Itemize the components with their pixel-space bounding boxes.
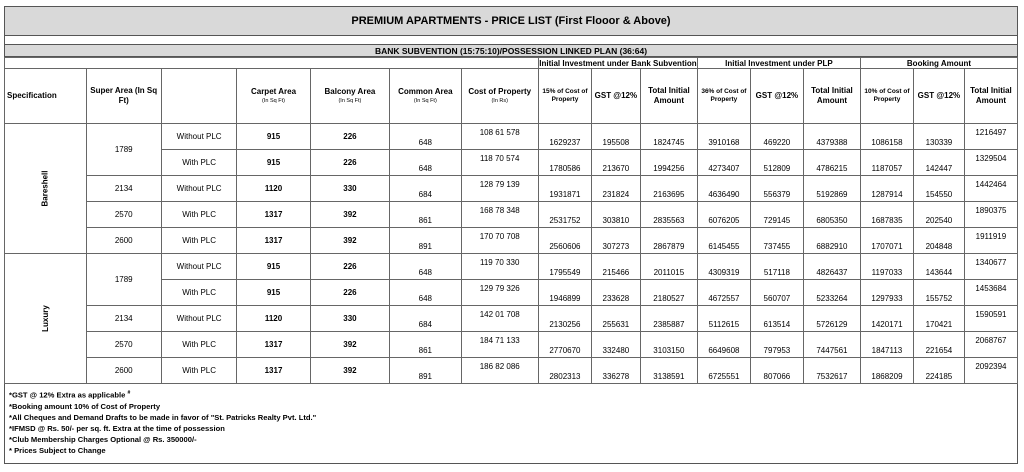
plp-pct-cell: 3910168 xyxy=(697,124,750,150)
cost-cell: 108 61 578 xyxy=(461,124,538,150)
plp-total-cell: 7447561 xyxy=(803,332,860,358)
book-total-cell: 2092394 xyxy=(964,358,1017,384)
note-prices: * Prices Subject to Change xyxy=(9,445,106,455)
book-total-cell: 1329504 xyxy=(964,150,1017,176)
plp-total-cell: 4826437 xyxy=(803,254,860,280)
carpet-area-cell: 915 xyxy=(237,124,310,150)
header-book-gst: GST @12% xyxy=(913,69,964,124)
group-plp: Initial Investment under PLP xyxy=(697,58,860,69)
book-pct-cell: 1187057 xyxy=(860,150,913,176)
bank-pct-cell: 1946899 xyxy=(538,280,591,306)
bank-pct-cell: 1780586 xyxy=(538,150,591,176)
book-pct-cell: 1687835 xyxy=(860,202,913,228)
bank-total-cell: 3103150 xyxy=(640,332,697,358)
bank-gst-cell: 195508 xyxy=(591,124,640,150)
bank-total-cell: 2385887 xyxy=(640,306,697,332)
book-gst-cell: 224185 xyxy=(913,358,964,384)
specification-cell xyxy=(5,254,87,384)
common-area-cell: 861 xyxy=(390,202,461,228)
specification-label: Luxury xyxy=(40,305,50,332)
plp-gst-cell: 613514 xyxy=(750,306,803,332)
bank-gst-cell: 233628 xyxy=(591,280,640,306)
plc-cell: With PLC xyxy=(161,332,236,358)
balcony-area-cell: 392 xyxy=(310,228,389,254)
note-gst: *GST @ 12% Extra as applicable # xyxy=(9,390,131,400)
balcony-area-cell: 226 xyxy=(310,254,389,280)
book-pct-cell: 1847113 xyxy=(860,332,913,358)
table-row xyxy=(5,358,1018,384)
bank-pct-cell: 2531752 xyxy=(538,202,591,228)
plc-cell: With PLC xyxy=(161,150,236,176)
cost-cell: 118 70 574 xyxy=(461,150,538,176)
super-area-cell: 2600 xyxy=(86,228,161,254)
book-total-cell: 1890375 xyxy=(964,202,1017,228)
cost-cell: 119 70 330 xyxy=(461,254,538,280)
bank-total-cell: 1824745 xyxy=(640,124,697,150)
bank-total-cell: 2867879 xyxy=(640,228,697,254)
balcony-area-cell: 226 xyxy=(310,124,389,150)
plc-cell: Without PLC xyxy=(161,254,236,280)
super-area-cell: 2134 xyxy=(86,176,161,202)
plp-gst-cell: 797953 xyxy=(750,332,803,358)
column-header-row xyxy=(5,69,1018,124)
header-plp-total: Total Initial Amount xyxy=(803,69,860,124)
book-total-cell: 1453684 xyxy=(964,280,1017,306)
super-area-cell: 2570 xyxy=(86,202,161,228)
header-specification: Specification xyxy=(5,69,87,124)
specification-label: Bareshell xyxy=(40,170,50,207)
bank-gst-cell: 307273 xyxy=(591,228,640,254)
header-book-total: Total Initial Amount xyxy=(964,69,1017,124)
book-total-cell: 1442464 xyxy=(964,176,1017,202)
plp-total-cell: 5726129 xyxy=(803,306,860,332)
specification-cell xyxy=(5,124,87,254)
plp-total-cell: 4786215 xyxy=(803,150,860,176)
carpet-area-cell: 915 xyxy=(237,150,310,176)
note-club: *Club Membership Charges Optional @ Rs. 350000/- xyxy=(9,434,197,444)
price-list-sheet xyxy=(4,6,1018,464)
balcony-area-cell: 392 xyxy=(310,202,389,228)
bank-gst-cell: 336278 xyxy=(591,358,640,384)
plp-gst-cell: 512809 xyxy=(750,150,803,176)
bank-total-cell: 2180527 xyxy=(640,280,697,306)
header-bank-pct: 15% of Cost of Property xyxy=(538,69,591,124)
bank-total-cell: 2163695 xyxy=(640,176,697,202)
super-area-cell: 2134 xyxy=(86,306,161,332)
bank-pct-cell: 1931871 xyxy=(538,176,591,202)
bank-gst-cell: 332480 xyxy=(591,332,640,358)
bank-pct-cell: 1629237 xyxy=(538,124,591,150)
plp-total-cell: 5192869 xyxy=(803,176,860,202)
plp-gst-cell: 737455 xyxy=(750,228,803,254)
table-row xyxy=(5,254,1018,280)
header-bank-gst: GST @12% xyxy=(591,69,640,124)
plp-pct-cell: 6076205 xyxy=(697,202,750,228)
plp-total-cell: 7532617 xyxy=(803,358,860,384)
page-title: PREMIUM APARTMENTS - PRICE LIST (First Flooor & Above) xyxy=(4,6,1018,36)
common-area-cell: 861 xyxy=(390,332,461,358)
bank-gst-cell: 231824 xyxy=(591,176,640,202)
plp-gst-cell: 517118 xyxy=(750,254,803,280)
header-cost: Cost of Property (In Rs) xyxy=(461,69,538,124)
book-pct-cell: 1297933 xyxy=(860,280,913,306)
plp-gst-cell: 560707 xyxy=(750,280,803,306)
bank-total-cell: 2011015 xyxy=(640,254,697,280)
plp-pct-cell: 6145455 xyxy=(697,228,750,254)
plp-pct-cell: 4636490 xyxy=(697,176,750,202)
plp-total-cell: 4379388 xyxy=(803,124,860,150)
plp-gst-cell: 807066 xyxy=(750,358,803,384)
super-area-cell: 1789 xyxy=(86,124,161,176)
plp-gst-cell: 729145 xyxy=(750,202,803,228)
plp-total-cell: 5233264 xyxy=(803,280,860,306)
plp-pct-cell: 6649608 xyxy=(697,332,750,358)
book-pct-cell: 1868209 xyxy=(860,358,913,384)
table-row xyxy=(5,332,1018,358)
plc-cell: With PLC xyxy=(161,228,236,254)
balcony-area-cell: 330 xyxy=(310,176,389,202)
balcony-area-cell: 392 xyxy=(310,332,389,358)
balcony-area-cell: 330 xyxy=(310,306,389,332)
note-cheques: *All Cheques and Demand Drafts to be made in favor of "St. Patricks Realty Pvt. Ltd." xyxy=(9,412,317,422)
note-mark: # xyxy=(127,390,131,396)
plc-cell: Without PLC xyxy=(161,124,236,150)
book-gst-cell: 170421 xyxy=(913,306,964,332)
book-pct-cell: 1707071 xyxy=(860,228,913,254)
bank-gst-cell: 213670 xyxy=(591,150,640,176)
book-total-cell: 1216497 xyxy=(964,124,1017,150)
plc-cell: With PLC xyxy=(161,280,236,306)
super-area-cell: 2570 xyxy=(86,332,161,358)
cost-cell: 168 78 348 xyxy=(461,202,538,228)
plp-gst-cell: 556379 xyxy=(750,176,803,202)
plp-total-cell: 6882910 xyxy=(803,228,860,254)
cost-cell: 186 82 086 xyxy=(461,358,538,384)
carpet-area-cell: 1317 xyxy=(237,202,310,228)
carpet-area-cell: 915 xyxy=(237,280,310,306)
plc-cell: Without PLC xyxy=(161,306,236,332)
bank-pct-cell: 2802313 xyxy=(538,358,591,384)
bank-pct-cell: 2130256 xyxy=(538,306,591,332)
book-total-cell: 2068767 xyxy=(964,332,1017,358)
book-total-cell: 1911919 xyxy=(964,228,1017,254)
plp-pct-cell: 5112615 xyxy=(697,306,750,332)
header-plp-gst: GST @12% xyxy=(750,69,803,124)
carpet-area-cell: 1120 xyxy=(237,176,310,202)
book-gst-cell: 130339 xyxy=(913,124,964,150)
table-row xyxy=(5,306,1018,332)
bank-pct-cell: 2770670 xyxy=(538,332,591,358)
cost-cell: 142 01 708 xyxy=(461,306,538,332)
book-pct-cell: 1420171 xyxy=(860,306,913,332)
plc-cell: With PLC xyxy=(161,202,236,228)
book-gst-cell: 221654 xyxy=(913,332,964,358)
balcony-area-cell: 226 xyxy=(310,150,389,176)
super-area-cell: 2600 xyxy=(86,358,161,384)
header-common-area: Common Area (In Sq Ft) xyxy=(390,69,461,124)
common-area-cell: 684 xyxy=(390,306,461,332)
book-gst-cell: 204848 xyxy=(913,228,964,254)
book-gst-cell: 155752 xyxy=(913,280,964,306)
book-pct-cell: 1197033 xyxy=(860,254,913,280)
carpet-area-cell: 1317 xyxy=(237,332,310,358)
bank-pct-cell: 2560606 xyxy=(538,228,591,254)
book-gst-cell: 154550 xyxy=(913,176,964,202)
bank-gst-cell: 215466 xyxy=(591,254,640,280)
note-booking: *Booking amount 10% of Cost of Property xyxy=(9,401,161,411)
balcony-area-cell: 392 xyxy=(310,358,389,384)
plp-pct-cell: 4273407 xyxy=(697,150,750,176)
table-body xyxy=(5,124,1018,384)
bank-total-cell: 2835563 xyxy=(640,202,697,228)
cost-cell: 128 79 139 xyxy=(461,176,538,202)
notes xyxy=(4,384,1018,464)
carpet-area-cell: 1317 xyxy=(237,358,310,384)
plan-title: BANK SUBVENTION (15:75:10)/POSSESSION LINKED PLAN (36:64) xyxy=(4,44,1018,57)
plp-pct-cell: 6725551 xyxy=(697,358,750,384)
group-header-row xyxy=(5,58,1018,69)
super-area-cell: 1789 xyxy=(86,254,161,306)
bank-pct-cell: 1795549 xyxy=(538,254,591,280)
group-booking: Booking Amount xyxy=(860,58,1017,69)
header-plp-pct: 36% of Cost of Property xyxy=(697,69,750,124)
book-total-cell: 1590591 xyxy=(964,306,1017,332)
common-area-cell: 684 xyxy=(390,176,461,202)
cost-cell: 129 79 326 xyxy=(461,280,538,306)
header-balcony-area: Balcony Area (In Sq Ft) xyxy=(310,69,389,124)
cost-cell: 184 71 133 xyxy=(461,332,538,358)
header-book-pct: 10% of Cost of Property xyxy=(860,69,913,124)
common-area-cell: 891 xyxy=(390,228,461,254)
book-pct-cell: 1287914 xyxy=(860,176,913,202)
plp-pct-cell: 4309319 xyxy=(697,254,750,280)
plp-pct-cell: 4672557 xyxy=(697,280,750,306)
common-area-cell: 891 xyxy=(390,358,461,384)
book-gst-cell: 142447 xyxy=(913,150,964,176)
book-pct-cell: 1086158 xyxy=(860,124,913,150)
book-total-cell: 1340677 xyxy=(964,254,1017,280)
bank-total-cell: 3138591 xyxy=(640,358,697,384)
header-carpet-area: Carpet Area (In Sq Ft) xyxy=(237,69,310,124)
group-bank-subvention: Initial Investment under Bank Subvention xyxy=(539,58,697,68)
book-gst-cell: 143644 xyxy=(913,254,964,280)
carpet-area-cell: 1317 xyxy=(237,228,310,254)
group-blank xyxy=(5,58,539,69)
bank-gst-cell: 303810 xyxy=(591,202,640,228)
table-row xyxy=(5,124,1018,150)
carpet-area-cell: 1120 xyxy=(237,306,310,332)
plc-cell: With PLC xyxy=(161,358,236,384)
bank-gst-cell: 255631 xyxy=(591,306,640,332)
note-ifmsd: *IFMSD @ Rs. 50/- per sq. ft. Extra at the time of possession xyxy=(9,423,225,433)
common-area-cell: 648 xyxy=(390,150,461,176)
table-row xyxy=(5,228,1018,254)
bank-total-cell: 1994256 xyxy=(640,150,697,176)
plp-total-cell: 6805350 xyxy=(803,202,860,228)
book-gst-cell: 202540 xyxy=(913,202,964,228)
carpet-area-cell: 915 xyxy=(237,254,310,280)
spacer-row xyxy=(4,36,1018,44)
balcony-area-cell: 226 xyxy=(310,280,389,306)
plc-cell: Without PLC xyxy=(161,176,236,202)
price-table xyxy=(4,57,1018,384)
table-row xyxy=(5,176,1018,202)
header-bank-total: Total Initial Amount xyxy=(640,69,697,124)
table-row xyxy=(5,202,1018,228)
header-plc xyxy=(161,69,236,124)
plp-gst-cell: 469220 xyxy=(750,124,803,150)
header-super-area: Super Area (In Sq Ft) xyxy=(86,69,161,124)
common-area-cell: 648 xyxy=(390,280,461,306)
cost-cell: 170 70 708 xyxy=(461,228,538,254)
common-area-cell: 648 xyxy=(390,124,461,150)
common-area-cell: 648 xyxy=(390,254,461,280)
